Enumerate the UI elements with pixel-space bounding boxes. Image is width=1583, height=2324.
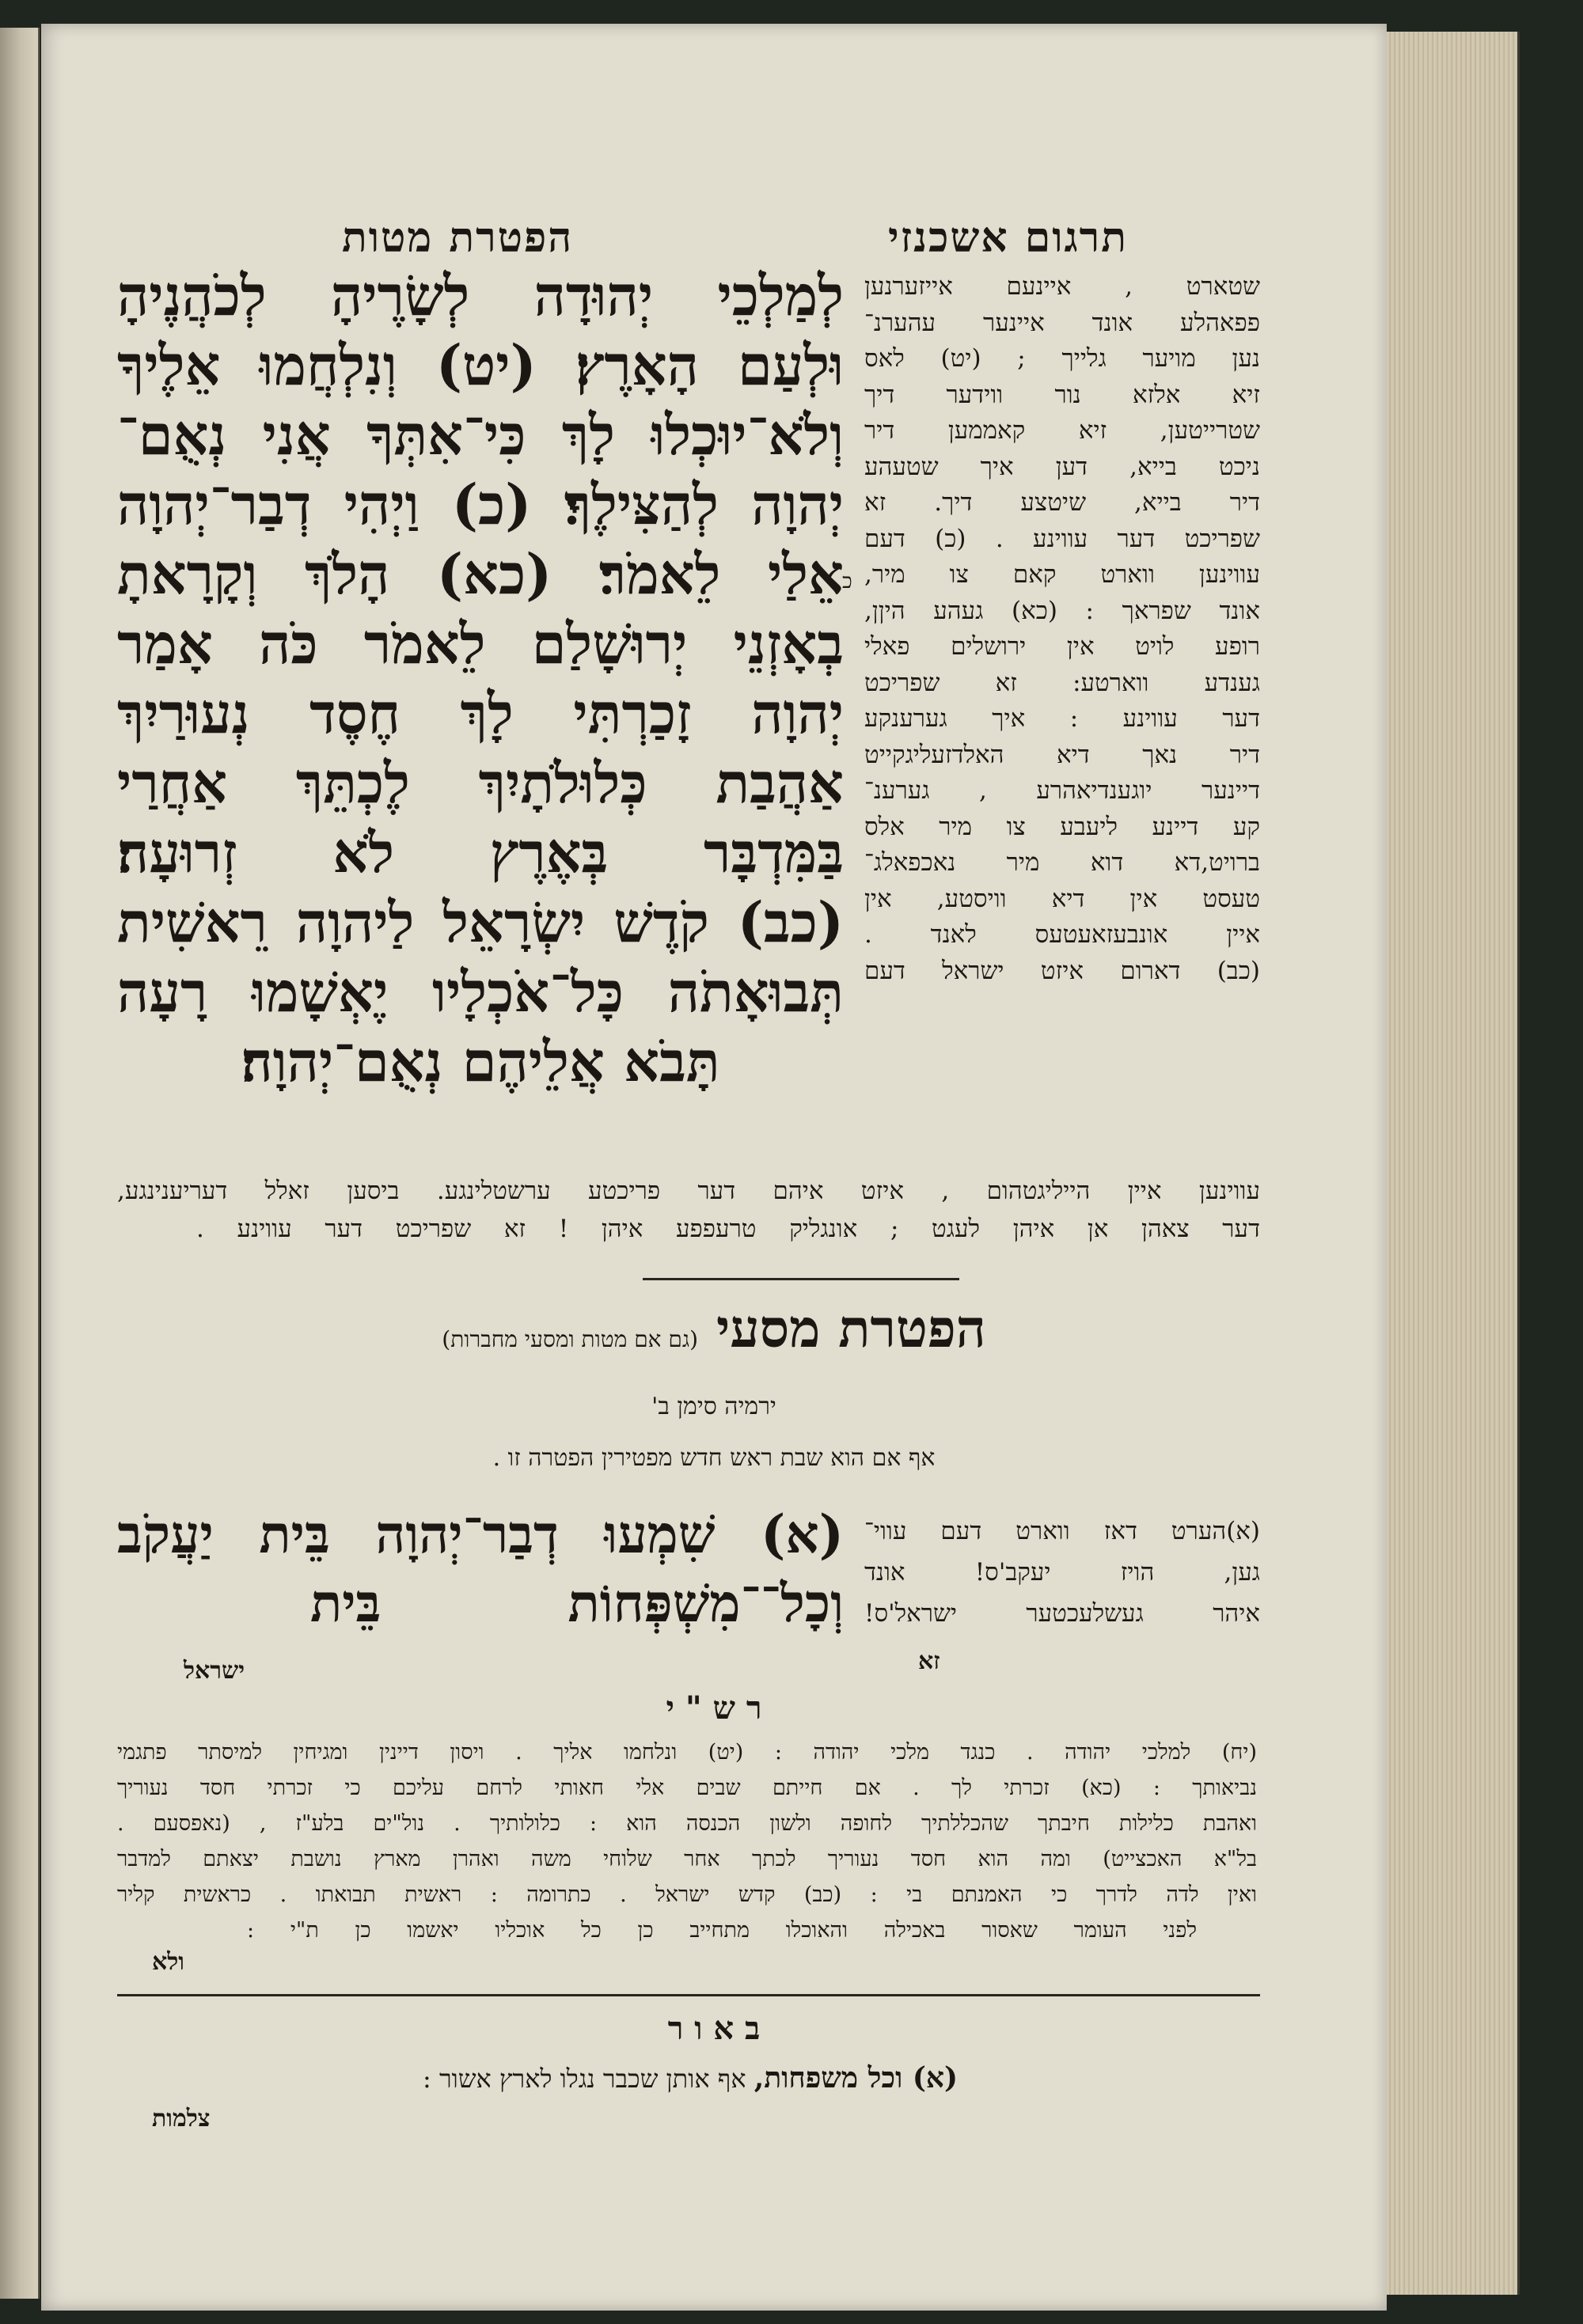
page-stack-edges [1387, 32, 1520, 2295]
book-page [41, 24, 1387, 2311]
source-reference: ירמיה סימן ב' [651, 1393, 776, 1420]
haftara-title: הפטרת מסעי [716, 1298, 986, 1359]
left-page-edge [0, 28, 40, 2299]
translation-line: נען מויער גלייך ; (יט) לאס [864, 344, 1260, 373]
translation-wide-line: עווינען איין הייליגטהום , איזט איהם דער פריכטע ערשטלינגע. ביסען זאלל דעריענינגע, [117, 1177, 1260, 1205]
rashi-line: (יח) למלכי יהודה . כנגד מלכי יהודה : (יט) ונלחמו אליך . ויסון דיינין ומגיחין למיסתר פתגמי [117, 1740, 1257, 1765]
main-text-line: וּלְעַם הָאָרֶץ׃ (יט) וְנִלְחֲמוּ אֵלֶיךָ [117, 332, 844, 398]
biur-lemma: (א) וכל משפחות, [754, 2061, 959, 2095]
translation-line: זיא אלזא נור ווידער דיך [864, 380, 1260, 409]
main-text-line: תְּבוּאָתֹה כָּל־אֹכְלָיו יֶאְשָׁמוּ רָעָה [117, 959, 844, 1025]
translation-line: דיינער יוגענדיאהרע , גערענ־ [864, 776, 1260, 805]
section-divider [643, 1278, 959, 1280]
main-text-line: אֵלַי לֵאמֹר׃ (כא) הָלֹךְ וְקָרָאתָ [117, 541, 844, 607]
translation-line: שטארט , איינעם אייזערנען [864, 272, 1260, 301]
running-header-left: הפטרת מטות [342, 214, 574, 262]
main-text-line: לְמַלְכֵי יְהוּדָה לְשָׂרֶיהָ לְכֹהֲנֶיהָ [117, 263, 844, 328]
translation-line: אונד שפראך : (כא) געהע היןן, [864, 596, 1260, 625]
main-text-line: (א) שִׁמְעוּ דְבַר־יְהוָה בֵּית יַעֲקֹב [117, 1503, 844, 1565]
translation-line: גען, הויז יעקב'ס! אונד [864, 1558, 1260, 1587]
haftara-instruction: אף אם הוא שבת ראש חדש מפטירין הפטרה זו . [492, 1444, 936, 1472]
translation-line: איין אונבעזאעטעס לאנד . [864, 920, 1260, 949]
translation-line: דער עווינע : איך גערענקע [864, 704, 1260, 733]
translation-line: עווינען ווארט קאם צו מיר, [864, 560, 1260, 589]
translation-line: דיר נאך דיא האלדזעליגקייט [864, 740, 1260, 769]
catchword-biur: צלמות [152, 2105, 211, 2133]
main-text-line: תָּבֹא אֲלֵיהֶם נְאֻם־יְהוָה׃ [241, 1029, 720, 1094]
translation-line: (כב) דארום איזט ישראל דעם [864, 956, 1260, 985]
translation-wide-line: דער צאהן אן איהן לעגט ; אונגליק טרעפפע איהן ! זא שפריכט דער עווינע . [196, 1215, 1260, 1243]
biur-text: אף אותן שכבר נגלו לארץ אשור : [422, 2064, 746, 2094]
translation-line: ניכט בייא, דען איך שטעהע [864, 452, 1260, 481]
main-text-line: (כב) קֹדֶשׁ יִשְׂרָאֵל לַיהוָה רֵאשִׁית [117, 889, 844, 955]
translation-line: שטרייטען, זיא קאממען דיר [864, 416, 1260, 445]
catchword-main: ישראל [184, 1657, 245, 1685]
rashi-line: ואין לדה לדרך כי האמנתם בי : (כב) קדש ישראל . כתרומה : ראשית תבואתו . כראשית קליר [117, 1882, 1257, 1907]
translation-line: שפריכט דער עווינע . (כ) דעם [864, 524, 1260, 553]
main-text-line: בַּמִּדְבָּר בְּאֶרֶץ לֹא זְרוּעָה׃ [117, 820, 844, 885]
main-text-line: וְלֹא־יוּכְלוּ לָךְ כִּי־אִתְּךָ אֲנִי נְאֻם־ [117, 402, 844, 468]
translation-line: ברויט,דא דוא מיר נאכפאלג־ [864, 848, 1260, 877]
translation-line: (א)הערט דאז ווארט דעם עווי־ [864, 1517, 1260, 1545]
running-header-right: תרגום אשכנזי [888, 214, 1128, 262]
main-text-line: אַהֲבַת כְּלוּלֹתָיִךְ לֶכְתֵּךְ אַחֲרַי [117, 750, 844, 816]
rashi-line: ואהבת כלילות חיבתך שהכללתיך לחופה ולשון הכנסה הוא : כלולותיך . נול"ים בלע"ז , (נאפסעם . [117, 1811, 1257, 1836]
translation-line: קע דיינע ליעבע צו מיר אלס [864, 812, 1260, 841]
rashi-line: לפני העומר שאסור באכילה והאוכלו מתחייב כן כל אוכליו יאשמו כן ת"י : [247, 1918, 1197, 1943]
translation-line: רופע לויט אין ירושלים פאלי [864, 632, 1260, 661]
commentary-divider [117, 1994, 1260, 1996]
translation-line: איהר געשלעכטער ישראל'ס! [864, 1599, 1260, 1628]
rashi-heading: ר ש " י [666, 1689, 762, 1727]
catchword-rashi: ולא [152, 1948, 184, 1976]
catchword-translation: זא [918, 1647, 940, 1675]
translation-line: גענדע ווארטע: זא שפריכט [864, 668, 1260, 697]
verse-marker: כ [842, 570, 852, 593]
translation-line: פפאהלע אונד איינער עהערנ־ [864, 308, 1260, 337]
main-text-line: וְכָל־־מִשְׁפְּחוֹת בֵּית [310, 1572, 844, 1634]
rashi-line: נביאותך : (כא) זכרתי לך . אם חייתם שבים אלי חאותי לרחם עליכם כי זכרתי חסד נעוריך [117, 1776, 1257, 1800]
translation-line: טעסט אין דיא וויסטע, אין [864, 884, 1260, 913]
main-text-line: יְהוָה לְהַצִּילֶךָ׃ (כ) וַיְהִי דְבַר־יְהוָה [117, 472, 844, 537]
haftara-title-note: (גם אם מטות ומסעי מחברות) [442, 1326, 699, 1352]
main-text-line: יְהוָה זָכַרְתִּי לָךְ חֶסֶד נְעוּרַיִךְ [117, 681, 844, 746]
biur-line [294, 2061, 1086, 2095]
section-title [41, 1298, 1387, 1360]
main-text-line: בְאָזְנֵי יְרוּשָׁלַם לֵאמֹר כֹּה אָמַר [117, 611, 844, 677]
main-hebrew-text [117, 261, 844, 1097]
rashi-line: בל"א האכצייט) ומה הוא חסד נעוריך לכתך אחר שלוחי משה ואהרן מארץ נושבת יצאתם למדבר [117, 1847, 1257, 1871]
biur-heading: ב א ו ר [667, 2010, 761, 2047]
translation-line: דיר בייא, שיטצע דיך. זא [864, 488, 1260, 517]
translation-column [864, 269, 1260, 989]
